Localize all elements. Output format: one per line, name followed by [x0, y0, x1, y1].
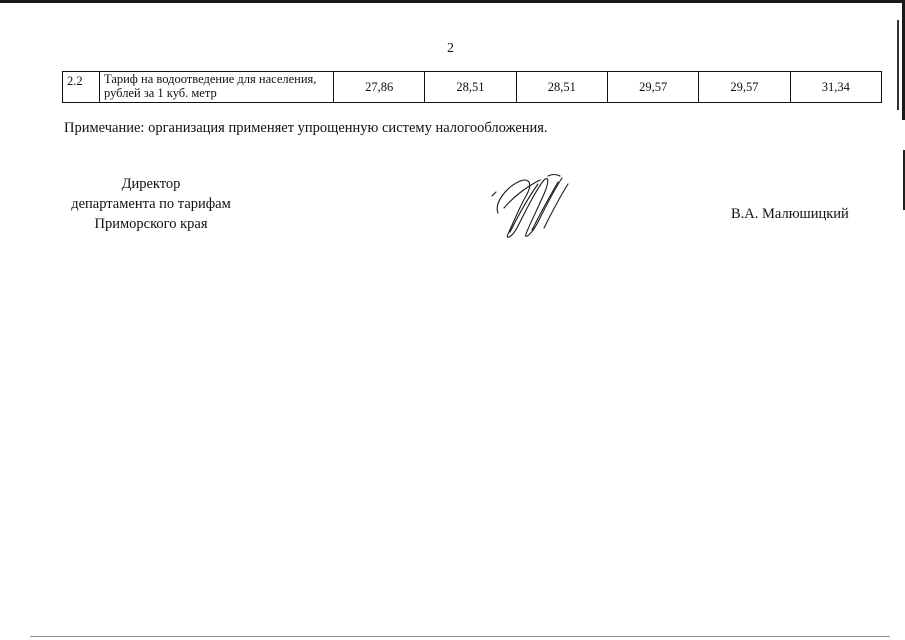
signatory-title: [56, 174, 246, 234]
value-cell: 29,57: [699, 72, 790, 103]
signatory-position: Директор: [121, 176, 181, 192]
tariff-table: [62, 71, 882, 103]
row-number: 2.2: [63, 72, 100, 103]
value-cell: 28,51: [425, 72, 516, 103]
row-name-line-2: рублей за 1 куб. метр: [104, 86, 217, 100]
row-name: [100, 72, 334, 103]
scan-mark-right: [897, 20, 899, 110]
signatory-department: департамента по тарифам: [71, 196, 231, 212]
handwritten-signature: [488, 168, 573, 243]
value-cell: 29,57: [607, 72, 698, 103]
value-cell: 27,86: [334, 72, 425, 103]
note-text: Примечание: организация применяет упрощенную систему налогообложения.: [64, 120, 548, 136]
value-cell: 31,34: [790, 72, 881, 103]
table-row: [63, 72, 882, 103]
page-number: 2: [447, 41, 454, 56]
signatory-region: Приморского края: [94, 216, 208, 232]
scan-edge-bottom: [30, 636, 890, 637]
scan-edge-top: [0, 0, 905, 3]
signatory-name: В.А. Малюшицкий: [731, 206, 849, 222]
row-name-line-1: Тариф на водоотведение для населения,: [104, 72, 317, 86]
value-cell: 28,51: [516, 72, 607, 103]
